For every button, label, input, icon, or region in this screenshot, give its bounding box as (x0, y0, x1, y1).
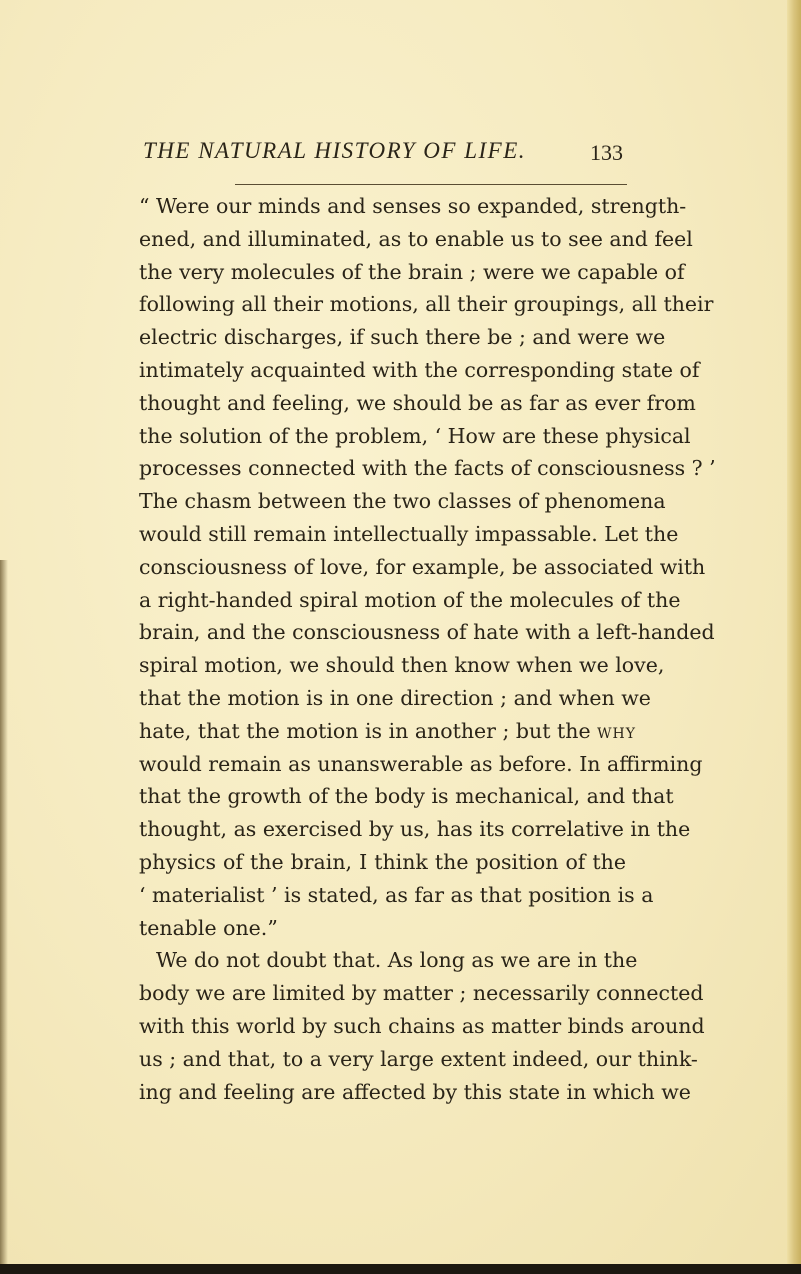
text-line: physics of the brain, I think the position of the (139, 849, 626, 874)
small-caps-word: WHY (597, 725, 636, 742)
text-line: ing and feeling are affected by this state in which we (139, 1079, 691, 1104)
page-edge-left-shadow (0, 560, 8, 1264)
text-line: brain, and the consciousness of hate with a left-handed (139, 620, 715, 645)
text-line: that the growth of the body is mechanical, and that (139, 784, 674, 809)
text-line: body we are limited by matter ; necessarily connected (139, 981, 704, 1006)
text-line: spiral motion, we should then know when we love, (139, 653, 665, 678)
text-line: ‘ materialist ’ is stated, as far as that position is a (139, 882, 654, 907)
text-line: The chasm between the two classes of phenomena (139, 489, 666, 514)
text-line-with-small-caps (139, 715, 636, 748)
page-number: 133 (590, 140, 623, 165)
body-text (139, 190, 716, 1108)
running-head (143, 138, 623, 174)
text-line-part: hate, that the motion is in another ; but the (139, 718, 591, 743)
text-line: the solution of the problem, ‘ How are these physical (139, 423, 691, 448)
text-line: the very molecules of the brain ; were we capable of (139, 259, 685, 284)
text-line: consciousness of love, for example, be associated with (139, 554, 706, 579)
header-rule (235, 184, 627, 185)
text-line: would still remain intellectually impassable. Let the (139, 521, 679, 546)
text-line: We do not doubt that. As long as we are in the (156, 948, 638, 973)
page-edge-right (787, 0, 801, 1274)
page-edge-bottom (0, 1264, 801, 1274)
text-line: us ; and that, to a very large extent indeed, our think- (139, 1046, 698, 1071)
text-line: thought, as exercised by us, has its correlative in the (139, 817, 691, 842)
text-line: intimately acquainted with the corresponding state of (139, 357, 700, 382)
text-line: following all their motions, all their groupings, all their (139, 292, 714, 317)
text-line: ened, and illuminated, as to enable us to see and feel (139, 226, 693, 251)
text-line: would remain as unanswerable as before. In affirming (139, 751, 703, 776)
text-line: electric discharges, if such there be ; and were we (139, 325, 666, 350)
text-line: thought and feeling, we should be as far as ever from (139, 390, 696, 415)
text-line: that the motion is in one direction ; and when we (139, 685, 651, 710)
text-line: a right-handed spiral motion of the molecules of the (139, 587, 681, 612)
text-line: processes connected with the facts of consciousness ? ’ (139, 456, 716, 481)
text-line: tenable one.” (139, 915, 278, 940)
running-title: THE NATURAL HISTORY OF LIFE. (143, 138, 527, 163)
text-line: “ Were our minds and senses so expanded, strength- (139, 194, 687, 218)
text-line: with this world by such chains as matter binds around (139, 1013, 705, 1038)
